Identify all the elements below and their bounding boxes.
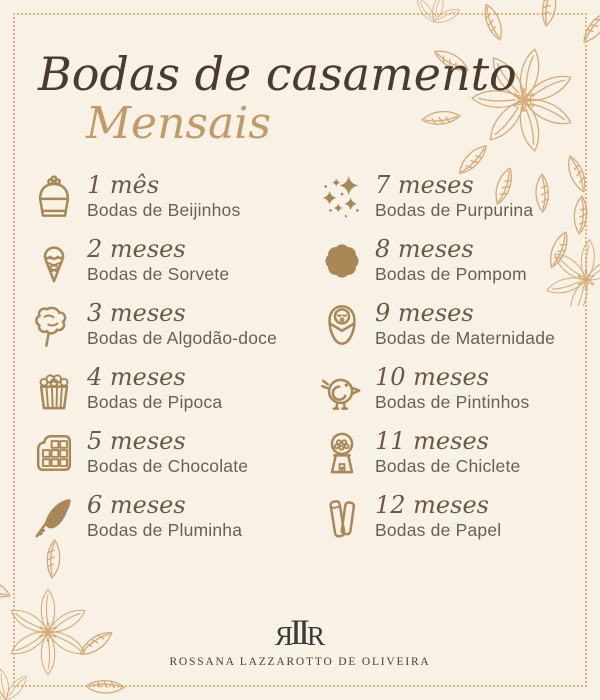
- anniversary-item-10: [318, 364, 576, 414]
- page-subtitle: Mensais: [86, 98, 271, 150]
- item-text: [375, 237, 527, 285]
- monogram-right: R: [306, 620, 325, 651]
- anniversary-item-7: [318, 172, 576, 222]
- left-column: [30, 172, 318, 542]
- anniversary-item-8: [318, 236, 576, 286]
- page-title: Bodas de casamento: [38, 47, 517, 101]
- month-label: 4 meses: [87, 363, 186, 392]
- chick-icon: [318, 365, 366, 413]
- brand-monogram: [0, 611, 600, 652]
- baby-icon: [318, 301, 366, 349]
- anniversary-label: Bodas de Pluminha: [87, 520, 243, 541]
- anniversary-item-1: [30, 172, 318, 222]
- month-label: 8 meses: [375, 235, 474, 264]
- item-text: [87, 365, 222, 413]
- anniversary-item-12: [318, 492, 576, 542]
- item-text: [375, 173, 533, 221]
- anniversary-item-9: [318, 300, 576, 350]
- anniversary-item-6: [30, 492, 318, 542]
- item-text: [87, 493, 242, 541]
- brand-name: ROSSANA LAZZAROTTO DE OLIVEIRA: [169, 656, 431, 668]
- feather-icon: [30, 493, 78, 541]
- anniversary-item-11: [318, 428, 576, 478]
- monogram-left: Я: [274, 620, 293, 651]
- pompom-icon: [318, 237, 366, 285]
- anniversary-item-4: [30, 364, 318, 414]
- anniversary-label: Bodas de Purpurina: [375, 200, 534, 221]
- anniversary-label: Bodas de Chocolate: [87, 456, 249, 477]
- month-label: 11 meses: [375, 427, 489, 456]
- month-label: 12 meses: [375, 491, 489, 520]
- item-text: [375, 365, 529, 413]
- month-label: 5 meses: [87, 427, 186, 456]
- gumball-machine-icon: [318, 429, 366, 477]
- item-text: [87, 173, 240, 221]
- chocolate-icon: [30, 429, 78, 477]
- month-label: 7 meses: [375, 171, 474, 200]
- ice-cream-icon: [30, 237, 78, 285]
- anniversary-label: Bodas de Pipoca: [87, 392, 223, 413]
- anniversary-label: Bodas de Beijinhos: [87, 200, 241, 221]
- item-text: [87, 429, 248, 477]
- month-label: 9 meses: [375, 299, 474, 328]
- anniversary-item-2: [30, 236, 318, 286]
- paper-icon: [318, 493, 366, 541]
- anniversary-label: Bodas de Papel: [375, 520, 502, 541]
- monogram-center: II: [290, 611, 306, 652]
- item-text: [87, 237, 229, 285]
- cotton-candy-icon: [30, 301, 78, 349]
- cupcake-icon: [30, 173, 78, 221]
- anniversary-grid: [30, 172, 600, 542]
- month-label: 2 meses: [87, 235, 186, 264]
- month-label: 10 meses: [375, 363, 489, 392]
- anniversary-item-3: [30, 300, 318, 350]
- item-text: [375, 429, 520, 477]
- month-label: 3 meses: [87, 299, 186, 328]
- anniversary-label: Bodas de Maternidade: [375, 328, 556, 349]
- anniversary-item-5: [30, 428, 318, 478]
- sparkles-icon: [318, 173, 366, 221]
- anniversary-label: Bodas de Chiclete: [375, 456, 521, 477]
- anniversary-label: Bodas de Sorvete: [87, 264, 230, 285]
- anniversary-label: Bodas de Algodão-doce: [87, 328, 278, 349]
- anniversary-label: Bodas de Pintinhos: [375, 392, 530, 413]
- item-text: [375, 493, 501, 541]
- footer: [0, 611, 600, 668]
- popcorn-icon: [30, 365, 78, 413]
- item-text: [87, 301, 277, 349]
- right-column: [318, 172, 576, 542]
- month-label: 6 meses: [87, 491, 186, 520]
- anniversary-label: Bodas de Pompom: [375, 264, 527, 285]
- month-label: 1 mês: [87, 171, 160, 200]
- item-text: [375, 301, 555, 349]
